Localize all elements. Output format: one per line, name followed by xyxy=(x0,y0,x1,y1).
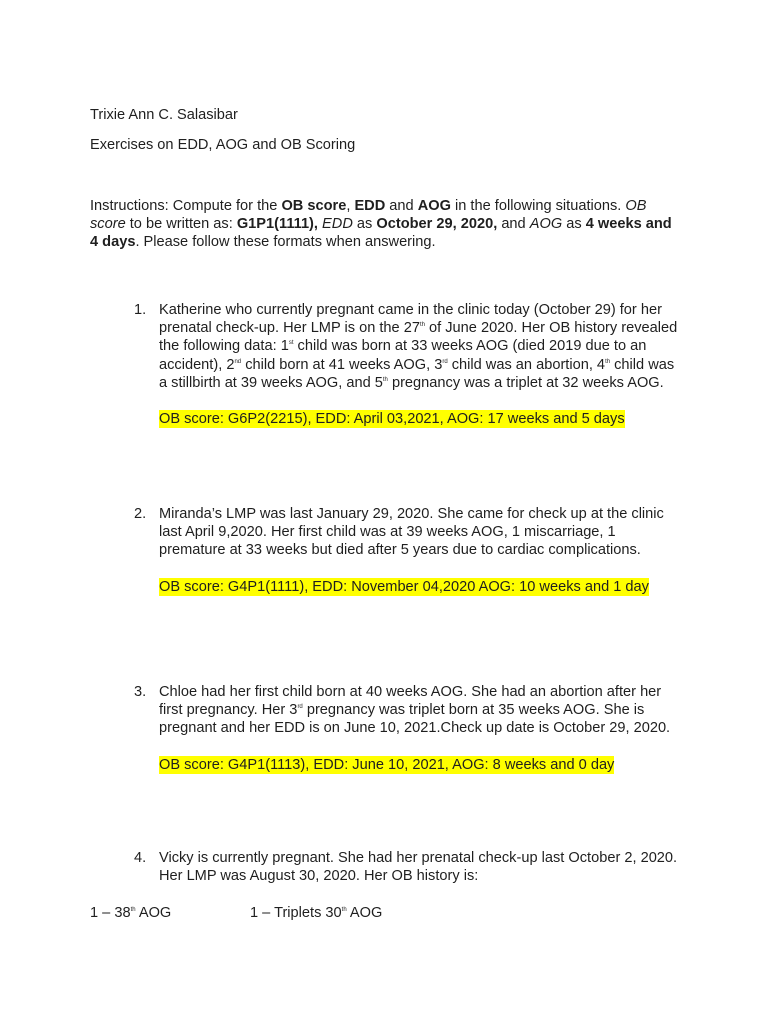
item-number: 1. xyxy=(134,302,147,318)
item-number: 3. xyxy=(134,684,147,700)
list-item xyxy=(134,849,679,885)
highlighted-answer: OB score: G4P1(1113), EDD: June 10, 2021, AOG: 8 weeks and 0 day xyxy=(159,756,615,773)
item-text: Chloe had her first child born at 40 weeks AOG. She had an abortion after her first pregnancy. Her 3rd pregnancy was triplet born at 35 weeks AOG. She is pregnant and her EDD is on June 10, 2021.Check up date is October 29, 2020. xyxy=(159,684,671,737)
author-name: Trixie Ann C. Salasibar xyxy=(90,107,238,123)
document-subtitle: Exercises on EDD, AOG and OB Scoring xyxy=(90,137,356,153)
item-text: Katherine who currently pregnant came in the clinic today (October 29) for her prenatal check-up. Her LMP is on the 27th of June 2020. Her OB history revealed the following data: 1st child was born at 33 weeks AOG (died 2019 due to an accident), 2nd child born at 41 weeks AOG, 3rd child was an abortion, 4th child was a stillbirth at 39 weeks AOG, and 5th pregnancy was a triplet at 32 weeks AOG. xyxy=(159,302,678,391)
list-item xyxy=(134,505,679,596)
ob-history-entry: 1 – 38th AOG xyxy=(90,905,172,921)
ob-history-entry: 1 – Triplets 30th AOG xyxy=(250,905,383,921)
highlighted-answer: OB score: G4P1(1111), EDD: November 04,2020 AOG: 10 weeks and 1 day xyxy=(159,578,649,595)
item-number: 2. xyxy=(134,506,147,522)
highlighted-answer: OB score: G6P2(2215), EDD: April 03,2021, AOG: 17 weeks and 5 days xyxy=(159,411,625,428)
item-number: 4. xyxy=(134,850,147,866)
list-item xyxy=(134,683,679,774)
item-text: Vicky is currently pregnant. She had her prenatal check-up last October 2, 2020. Her LMP was August 30, 2020. Her OB history is: xyxy=(159,850,678,885)
instructions-paragraph: Instructions: Compute for the OB score, EDD and AOG in the following situations. OB score to be written as: G1P1(1111), EDD as October 29, 2020, and AOG as 4 weeks and 4 days. Please follow these formats when answering. xyxy=(90,198,672,251)
item-text: Miranda’s LMP was last January 29, 2020. She came for check up at the clinic last April 9,2020. Her first child was at 39 weeks AOG, 1 miscarriage, 1 premature at 33 weeks but died after 5 years due to cardiac complications. xyxy=(159,506,664,559)
list-item xyxy=(134,301,679,428)
